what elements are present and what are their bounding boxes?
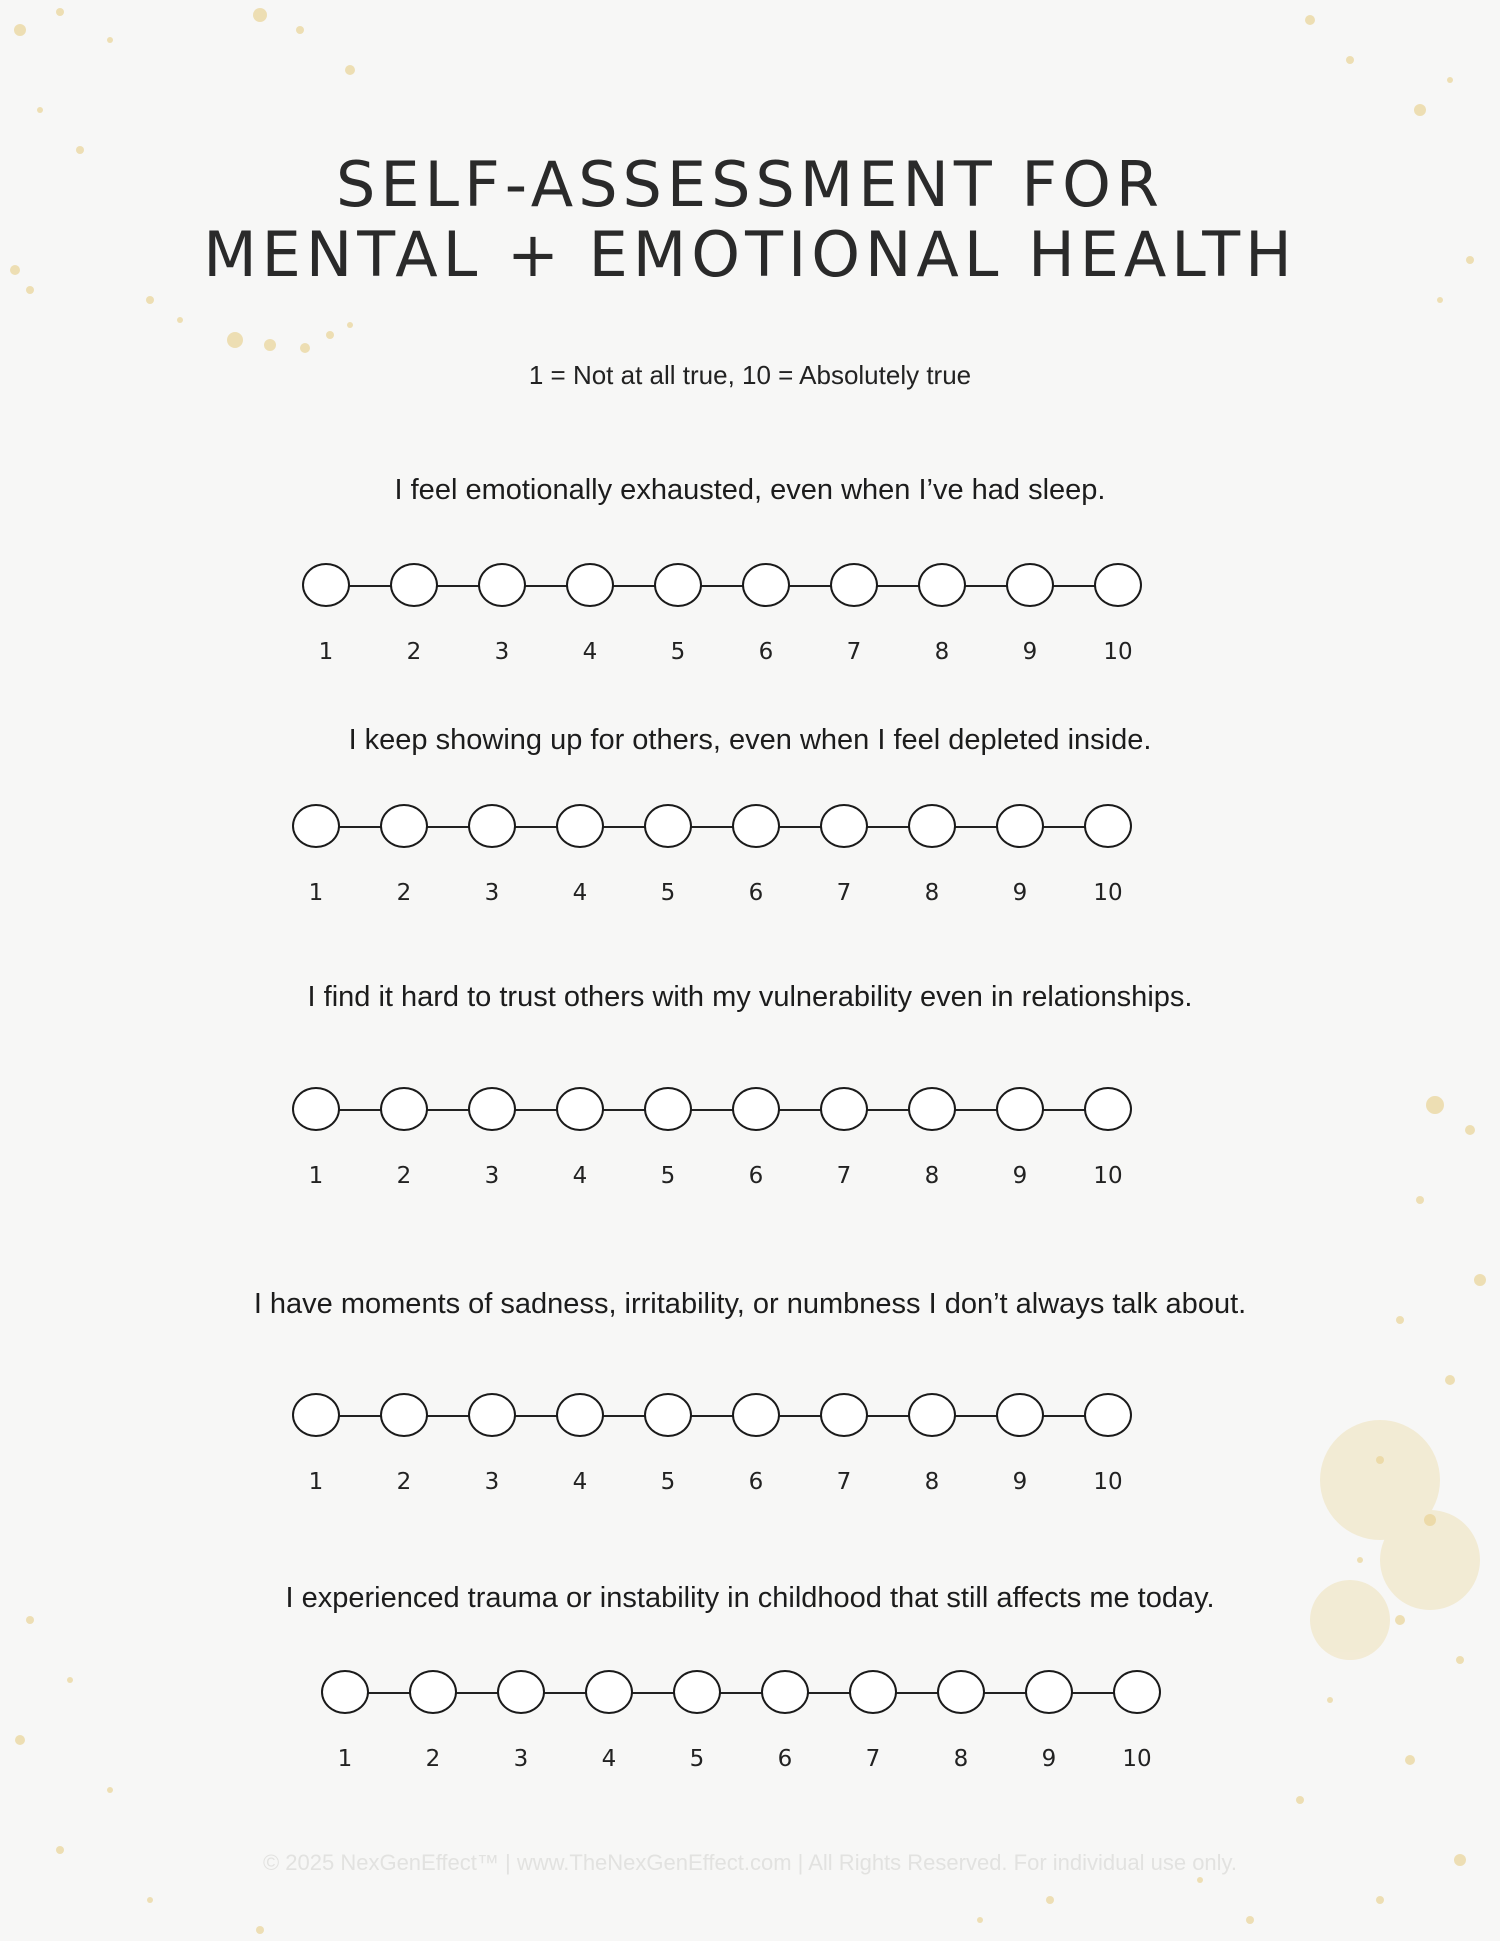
rating-option-9[interactable] [1025, 1670, 1073, 1714]
rating-label-8: 8 [924, 880, 940, 906]
rating-label-8: 8 [934, 639, 950, 665]
rating-option-3[interactable] [468, 1393, 516, 1437]
rating-option-2[interactable] [390, 563, 438, 607]
rating-option-10[interactable] [1094, 563, 1142, 607]
rating-option-7[interactable] [849, 1670, 897, 1714]
rating-scale-1 [302, 563, 1152, 663]
rating-label-3: 3 [484, 1469, 500, 1495]
rating-option-5[interactable] [644, 1087, 692, 1131]
rating-label-5: 5 [660, 1469, 676, 1495]
rating-label-2: 2 [425, 1746, 441, 1772]
rating-label-5: 5 [689, 1746, 705, 1772]
rating-scale-3 [292, 1087, 1142, 1187]
scale-legend: 1 = Not at all true, 10 = Absolutely true [528, 360, 972, 390]
question-1: I feel emotionally exhausted, even when I’ve had sleep. [394, 474, 1106, 506]
rating-option-3[interactable] [478, 563, 526, 607]
question-4: I have moments of sadness, irritability, or numbness I don’t always talk about. [253, 1288, 1247, 1320]
rating-option-7[interactable] [820, 1087, 868, 1131]
rating-label-1: 1 [308, 1163, 324, 1189]
rating-option-7[interactable] [820, 804, 868, 848]
rating-label-6: 6 [748, 1469, 764, 1495]
rating-label-2: 2 [396, 1163, 412, 1189]
rating-label-1: 1 [337, 1746, 353, 1772]
rating-option-9[interactable] [996, 1087, 1044, 1131]
rating-label-2: 2 [396, 1469, 412, 1495]
rating-option-9[interactable] [1006, 563, 1054, 607]
rating-label-10: 10 [1103, 639, 1133, 665]
rating-label-9: 9 [1041, 1746, 1057, 1772]
rating-option-3[interactable] [468, 804, 516, 848]
rating-option-7[interactable] [830, 563, 878, 607]
rating-label-4: 4 [572, 1163, 588, 1189]
rating-scale-2 [292, 804, 1142, 904]
rating-label-3: 3 [484, 880, 500, 906]
rating-label-1: 1 [318, 639, 334, 665]
title-line-2: MENTAL + EMOTIONAL HEALTH [203, 218, 1297, 291]
rating-label-7: 7 [846, 639, 862, 665]
rating-option-2[interactable] [380, 804, 428, 848]
rating-label-4: 4 [601, 1746, 617, 1772]
rating-label-6: 6 [777, 1746, 793, 1772]
rating-option-10[interactable] [1084, 1393, 1132, 1437]
question-5: I experienced trauma or instability in childhood that still affects me today. [285, 1582, 1215, 1614]
rating-option-1[interactable] [321, 1670, 369, 1714]
rating-option-3[interactable] [497, 1670, 545, 1714]
rating-option-8[interactable] [908, 1393, 956, 1437]
rating-option-4[interactable] [556, 804, 604, 848]
rating-option-7[interactable] [820, 1393, 868, 1437]
rating-label-8: 8 [924, 1469, 940, 1495]
rating-option-3[interactable] [468, 1087, 516, 1131]
rating-option-4[interactable] [585, 1670, 633, 1714]
copyright-footer: © 2025 NexGenEffect™ | www.TheNexGenEffect.com | All Rights Reserved. For individual use only. [262, 1850, 1238, 1875]
rating-scale-5 [321, 1670, 1171, 1770]
rating-option-6[interactable] [732, 804, 780, 848]
rating-option-10[interactable] [1113, 1670, 1161, 1714]
rating-option-2[interactable] [409, 1670, 457, 1714]
rating-option-8[interactable] [908, 1087, 956, 1131]
rating-option-6[interactable] [761, 1670, 809, 1714]
question-2: I keep showing up for others, even when I feel depleted inside. [348, 724, 1152, 756]
title-line-1: SELF-ASSESSMENT FOR [336, 148, 1164, 221]
rating-label-9: 9 [1012, 1163, 1028, 1189]
rating-label-10: 10 [1093, 1163, 1123, 1189]
rating-label-2: 2 [406, 639, 422, 665]
rating-option-6[interactable] [732, 1393, 780, 1437]
rating-option-5[interactable] [654, 563, 702, 607]
rating-label-9: 9 [1022, 639, 1038, 665]
rating-option-4[interactable] [566, 563, 614, 607]
rating-label-1: 1 [308, 880, 324, 906]
rating-label-10: 10 [1122, 1746, 1152, 1772]
page-title [0, 150, 1500, 290]
rating-label-4: 4 [572, 1469, 588, 1495]
rating-option-4[interactable] [556, 1087, 604, 1131]
rating-label-6: 6 [758, 639, 774, 665]
rating-option-8[interactable] [908, 804, 956, 848]
rating-option-10[interactable] [1084, 1087, 1132, 1131]
rating-label-3: 3 [513, 1746, 529, 1772]
rating-label-7: 7 [836, 880, 852, 906]
rating-label-4: 4 [572, 880, 588, 906]
rating-scale-4 [292, 1393, 1142, 1493]
rating-label-5: 5 [670, 639, 686, 665]
rating-label-7: 7 [865, 1746, 881, 1772]
rating-option-1[interactable] [292, 1393, 340, 1437]
rating-option-6[interactable] [732, 1087, 780, 1131]
rating-label-10: 10 [1093, 880, 1123, 906]
rating-label-3: 3 [484, 1163, 500, 1189]
rating-option-2[interactable] [380, 1393, 428, 1437]
rating-label-9: 9 [1012, 880, 1028, 906]
rating-label-5: 5 [660, 1163, 676, 1189]
rating-label-10: 10 [1093, 1469, 1123, 1495]
rating-label-2: 2 [396, 880, 412, 906]
rating-label-9: 9 [1012, 1469, 1028, 1495]
rating-option-9[interactable] [996, 1393, 1044, 1437]
rating-label-5: 5 [660, 880, 676, 906]
rating-label-3: 3 [494, 639, 510, 665]
rating-option-5[interactable] [673, 1670, 721, 1714]
rating-option-8[interactable] [918, 563, 966, 607]
rating-option-1[interactable] [292, 1087, 340, 1131]
rating-label-7: 7 [836, 1469, 852, 1495]
rating-option-4[interactable] [556, 1393, 604, 1437]
rating-option-9[interactable] [996, 804, 1044, 848]
rating-label-8: 8 [924, 1163, 940, 1189]
rating-label-6: 6 [748, 1163, 764, 1189]
rating-option-1[interactable] [302, 563, 350, 607]
question-3: I find it hard to trust others with my vulnerability even in relationships. [307, 981, 1193, 1013]
rating-option-8[interactable] [937, 1670, 985, 1714]
rating-label-4: 4 [582, 639, 598, 665]
rating-option-6[interactable] [742, 563, 790, 607]
rating-label-6: 6 [748, 880, 764, 906]
rating-option-2[interactable] [380, 1087, 428, 1131]
rating-option-10[interactable] [1084, 804, 1132, 848]
rating-label-8: 8 [953, 1746, 969, 1772]
rating-option-5[interactable] [644, 804, 692, 848]
rating-label-7: 7 [836, 1163, 852, 1189]
rating-option-1[interactable] [292, 804, 340, 848]
rating-option-5[interactable] [644, 1393, 692, 1437]
rating-label-1: 1 [308, 1469, 324, 1495]
